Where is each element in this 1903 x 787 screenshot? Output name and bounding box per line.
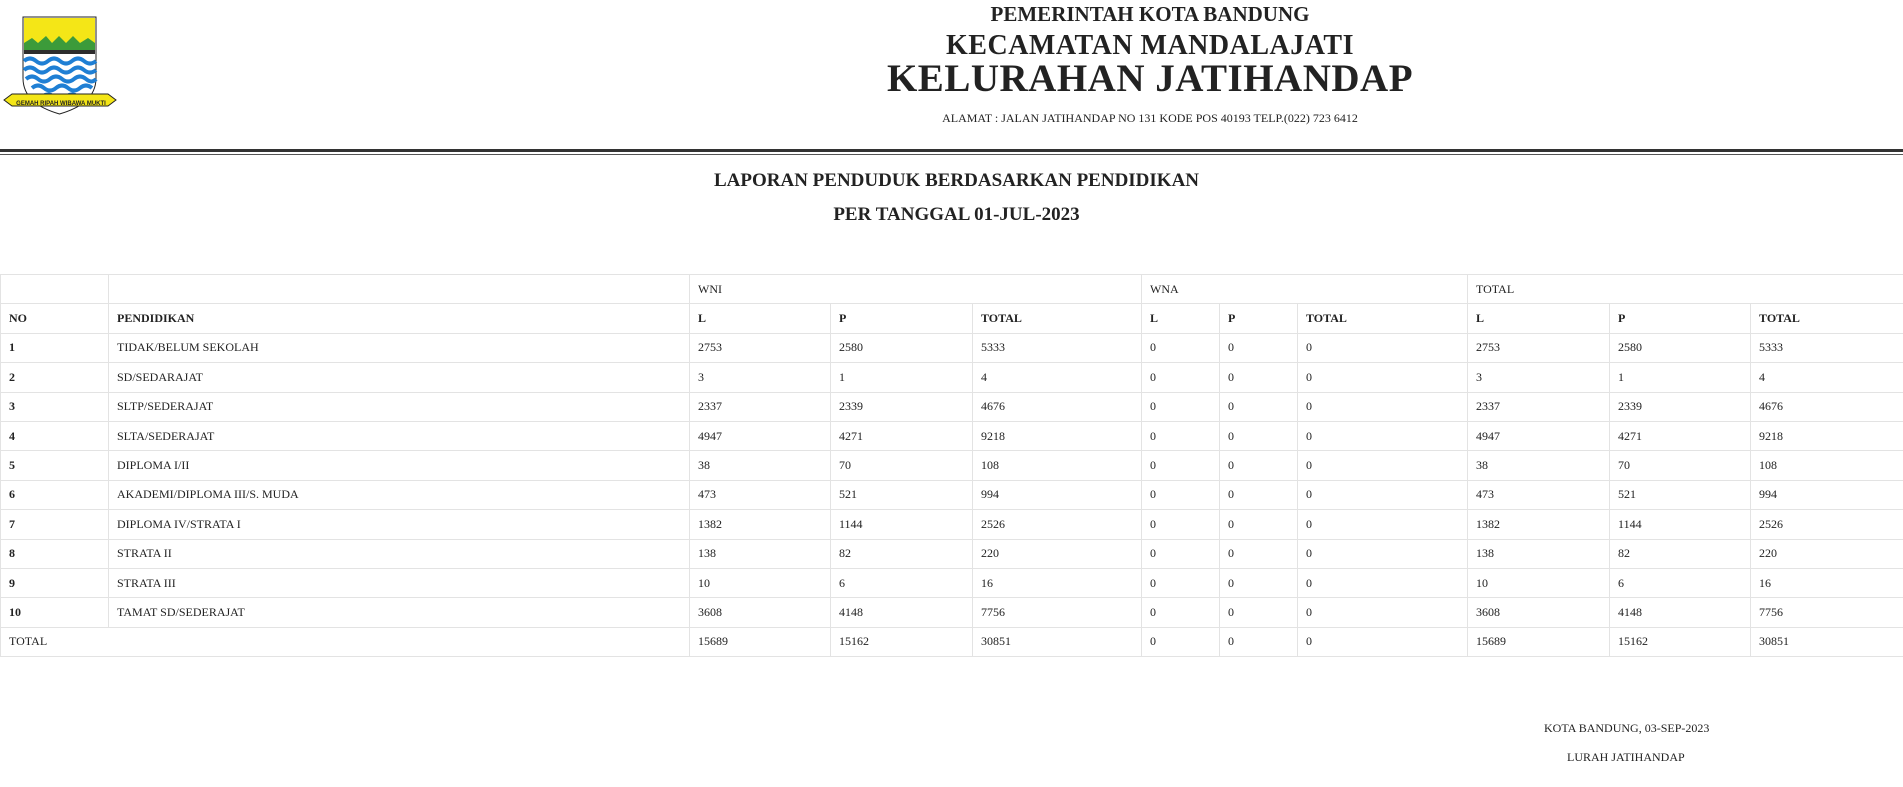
cell-pendidikan: DIPLOMA I/II	[109, 451, 690, 480]
cell-wni-total: 9218	[973, 421, 1142, 450]
total-wni-total: 30851	[973, 627, 1142, 656]
cell-total-l: 2337	[1468, 392, 1610, 421]
cell-wna-total: 0	[1298, 392, 1468, 421]
education-population-table	[0, 274, 1903, 657]
letterhead-address: ALAMAT : JALAN JATIHANDAP NO 131 KODE POS 40193 TELP.(022) 723 6412	[942, 111, 1358, 125]
cell-no: 2	[1, 363, 109, 392]
cell-no: 6	[1, 480, 109, 509]
cell-total-total: 220	[1751, 539, 1903, 568]
cell-pendidikan: TIDAK/BELUM SEKOLAH	[109, 333, 690, 362]
cell-wna-p: 0	[1220, 421, 1298, 450]
cell-total-total: 5333	[1751, 333, 1903, 362]
cell-no: 8	[1, 539, 109, 568]
letterhead-government: PEMERINTAH KOTA BANDUNG	[990, 2, 1310, 26]
header-wni-total: TOTAL	[973, 304, 1142, 333]
header-total-l: L	[1468, 304, 1610, 333]
header-no: NO	[1, 304, 109, 333]
cell-total-p: 4148	[1610, 598, 1751, 627]
cell-wni-total: 2526	[973, 510, 1142, 539]
cell-wni-l: 3	[690, 363, 831, 392]
cell-wna-l: 0	[1142, 421, 1220, 450]
signature-place-date: KOTA BANDUNG, 03-SEP-2023	[1544, 721, 1710, 735]
cell-no: 5	[1, 451, 109, 480]
signature-title: LURAH JATIHANDAP	[1567, 750, 1685, 764]
cell-wni-total: 4676	[973, 392, 1142, 421]
letterhead-rule-thick	[0, 149, 1903, 152]
cell-wni-p: 521	[831, 480, 973, 509]
letterhead-district: KECAMATAN MANDALAJATI	[946, 30, 1354, 61]
cell-wni-p: 82	[831, 539, 973, 568]
letterhead-rule-thin	[0, 154, 1903, 155]
cell-wna-l: 0	[1142, 363, 1220, 392]
cell-wni-total: 7756	[973, 598, 1142, 627]
cell-wna-p: 0	[1220, 392, 1298, 421]
cell-total-p: 82	[1610, 539, 1751, 568]
cell-wna-total: 0	[1298, 480, 1468, 509]
cell-wna-l: 0	[1142, 480, 1220, 509]
cell-wna-total: 0	[1298, 451, 1468, 480]
table-row	[1, 539, 1903, 568]
cell-wni-p: 2339	[831, 392, 973, 421]
cell-wni-l: 10	[690, 568, 831, 597]
cell-no: 1	[1, 333, 109, 362]
header-pendidikan: PENDIDIKAN	[109, 304, 690, 333]
cell-total-l: 3	[1468, 363, 1610, 392]
cell-total-l: 10	[1468, 568, 1610, 597]
cell-total-l: 138	[1468, 539, 1610, 568]
cell-wni-l: 4947	[690, 421, 831, 450]
cell-total-p: 2580	[1610, 333, 1751, 362]
cell-wna-l: 0	[1142, 333, 1220, 362]
report-title: LAPORAN PENDUDUK BERDASARKAN PENDIDIKAN	[713, 170, 1200, 191]
cell-no: 10	[1, 598, 109, 627]
cell-wni-p: 4148	[831, 598, 973, 627]
cell-wna-l: 0	[1142, 510, 1220, 539]
cell-total-l: 4947	[1468, 421, 1610, 450]
cell-total-total: 9218	[1751, 421, 1903, 450]
cell-wna-p: 0	[1220, 510, 1298, 539]
cell-total-total: 2526	[1751, 510, 1903, 539]
cell-wna-total: 0	[1298, 421, 1468, 450]
cell-wna-l: 0	[1142, 539, 1220, 568]
cell-pendidikan: STRATA II	[109, 539, 690, 568]
total-wni-p: 15162	[831, 627, 973, 656]
cell-total-total: 7756	[1751, 598, 1903, 627]
cell-pendidikan: STRATA III	[109, 568, 690, 597]
cell-wna-l: 0	[1142, 598, 1220, 627]
cell-wna-p: 0	[1220, 363, 1298, 392]
logo-motto: GEMAH RIPAH WIBAWA MUKTI	[16, 101, 106, 107]
cell-wna-total: 0	[1298, 363, 1468, 392]
cell-wna-total: 0	[1298, 510, 1468, 539]
cell-no: 9	[1, 568, 109, 597]
cell-wni-l: 1382	[690, 510, 831, 539]
cell-wni-total: 220	[973, 539, 1142, 568]
cell-total-total: 4676	[1751, 392, 1903, 421]
cell-no: 7	[1, 510, 109, 539]
table-header-row	[1, 304, 1903, 333]
cell-total-l: 3608	[1468, 598, 1610, 627]
header-wna-p: P	[1220, 304, 1298, 333]
cell-total-p: 70	[1610, 451, 1751, 480]
cell-wni-p: 2580	[831, 333, 973, 362]
cell-pendidikan: SLTP/SEDERAJAT	[109, 392, 690, 421]
cell-total-l: 38	[1468, 451, 1610, 480]
cell-wna-p: 0	[1220, 598, 1298, 627]
header-wni-p: P	[831, 304, 973, 333]
cell-total-total: 16	[1751, 568, 1903, 597]
header-wna-l: L	[1142, 304, 1220, 333]
cell-total-l: 473	[1468, 480, 1610, 509]
cell-wni-total: 4	[973, 363, 1142, 392]
header-wni-l: L	[690, 304, 831, 333]
total-wna-total: 0	[1298, 627, 1468, 656]
cell-pendidikan: SLTA/SEDERAJAT	[109, 421, 690, 450]
cell-total-l: 1382	[1468, 510, 1610, 539]
cell-wni-p: 1	[831, 363, 973, 392]
cell-wna-total: 0	[1298, 568, 1468, 597]
cell-wni-l: 38	[690, 451, 831, 480]
cell-wni-p: 4271	[831, 421, 973, 450]
header-empty-cell	[1, 275, 109, 304]
report-date: PER TANGGAL 01-JUL-2023	[833, 204, 1080, 225]
cell-total-total: 994	[1751, 480, 1903, 509]
table-row	[1, 363, 1903, 392]
letterhead	[0, 0, 1903, 150]
cell-wni-l: 3608	[690, 598, 831, 627]
table-row	[1, 568, 1903, 597]
cell-wni-p: 6	[831, 568, 973, 597]
cell-wni-l: 2337	[690, 392, 831, 421]
header-total-p: P	[1610, 304, 1751, 333]
total-total-l: 15689	[1468, 627, 1610, 656]
cell-total-total: 4	[1751, 363, 1903, 392]
cell-wni-l: 473	[690, 480, 831, 509]
total-wna-p: 0	[1220, 627, 1298, 656]
table-header-group-row	[1, 275, 1903, 304]
total-total-p: 15162	[1610, 627, 1751, 656]
table-row	[1, 392, 1903, 421]
cell-wna-total: 0	[1298, 598, 1468, 627]
total-wni-l: 15689	[690, 627, 831, 656]
table-row	[1, 421, 1903, 450]
cell-total-p: 521	[1610, 480, 1751, 509]
cell-total-p: 6	[1610, 568, 1751, 597]
cell-pendidikan: TAMAT SD/SEDERAJAT	[109, 598, 690, 627]
cell-wni-p: 1144	[831, 510, 973, 539]
header-group-total: TOTAL	[1468, 275, 1903, 304]
cell-wna-l: 0	[1142, 451, 1220, 480]
table-row	[1, 333, 1903, 362]
table-row	[1, 598, 1903, 627]
header-total-total: TOTAL	[1751, 304, 1903, 333]
table-row	[1, 451, 1903, 480]
cell-total-p: 1	[1610, 363, 1751, 392]
cell-total-p: 2339	[1610, 392, 1751, 421]
cell-total-total: 108	[1751, 451, 1903, 480]
header-group-wni: WNI	[690, 275, 1142, 304]
cell-wna-p: 0	[1220, 539, 1298, 568]
cell-wna-p: 0	[1220, 568, 1298, 597]
cell-wna-p: 0	[1220, 333, 1298, 362]
table-row	[1, 510, 1903, 539]
cell-total-l: 2753	[1468, 333, 1610, 362]
cell-wna-p: 0	[1220, 480, 1298, 509]
cell-wna-total: 0	[1298, 539, 1468, 568]
header-wna-total: TOTAL	[1298, 304, 1468, 333]
cell-wna-p: 0	[1220, 451, 1298, 480]
table-row	[1, 480, 1903, 509]
cell-no: 3	[1, 392, 109, 421]
total-total-total: 30851	[1751, 627, 1903, 656]
cell-pendidikan: AKADEMI/DIPLOMA III/S. MUDA	[109, 480, 690, 509]
cell-wna-total: 0	[1298, 333, 1468, 362]
header-group-wna: WNA	[1142, 275, 1468, 304]
cell-pendidikan: DIPLOMA IV/STRATA I	[109, 510, 690, 539]
cell-wni-l: 2753	[690, 333, 831, 362]
cell-wni-l: 138	[690, 539, 831, 568]
total-wna-l: 0	[1142, 627, 1220, 656]
cell-no: 4	[1, 421, 109, 450]
cell-pendidikan: SD/SEDARAJAT	[109, 363, 690, 392]
cell-wni-total: 5333	[973, 333, 1142, 362]
total-label: TOTAL	[1, 627, 690, 656]
cell-total-p: 4271	[1610, 421, 1751, 450]
cell-total-p: 1144	[1610, 510, 1751, 539]
header-empty-cell	[109, 275, 690, 304]
cell-wni-p: 70	[831, 451, 973, 480]
cell-wni-total: 16	[973, 568, 1142, 597]
table-total-row	[1, 627, 1903, 656]
letterhead-village: KELURAHAN JATIHANDAP	[886, 57, 1414, 100]
cell-wna-l: 0	[1142, 392, 1220, 421]
cell-wni-total: 994	[973, 480, 1142, 509]
cell-wni-total: 108	[973, 451, 1142, 480]
cell-wna-l: 0	[1142, 568, 1220, 597]
